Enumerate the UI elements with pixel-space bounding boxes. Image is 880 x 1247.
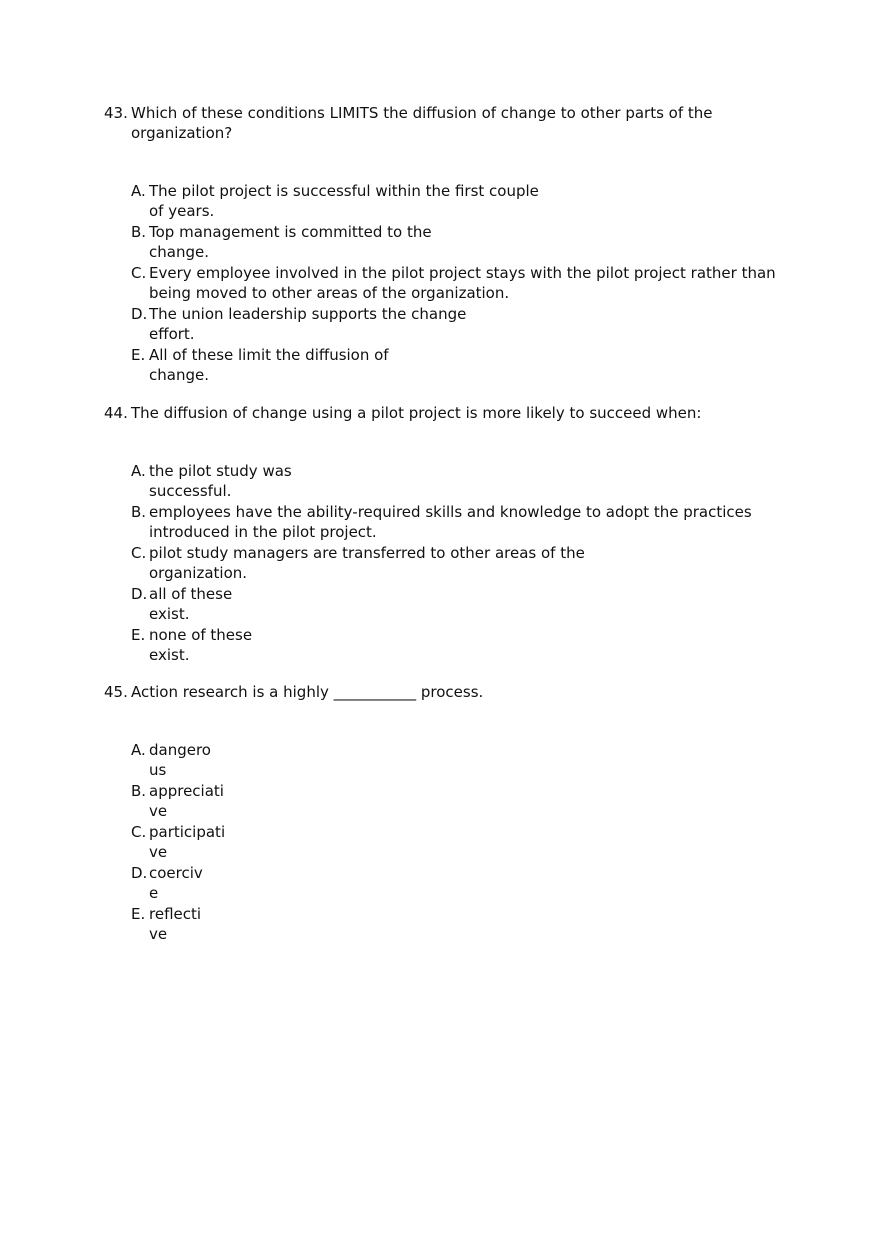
option-letter: A. [131, 741, 146, 759]
option-text: participative [149, 823, 226, 861]
option-letter: D. [131, 585, 148, 603]
option-text: appreciative [149, 782, 224, 820]
question-44 [104, 403, 794, 666]
option-e [131, 345, 794, 385]
option-text: the pilot study was successful. [149, 462, 292, 500]
option-list [131, 461, 794, 665]
option-c [131, 263, 794, 303]
option-text: all of these exist. [149, 585, 233, 623]
option-letter: E. [131, 346, 146, 364]
option-letter: E. [131, 626, 146, 644]
question-stem [104, 682, 794, 702]
option-letter: A. [131, 182, 146, 200]
option-letter: C. [131, 823, 147, 841]
option-list [131, 740, 794, 944]
option-letter: E. [131, 905, 146, 923]
option-text: reflective [149, 905, 202, 943]
option-letter: B. [131, 223, 147, 241]
option-text: dangerous [149, 741, 211, 779]
option-letter: C. [131, 264, 147, 282]
option-d [131, 584, 794, 624]
option-a [131, 461, 794, 501]
question-number: 43. [104, 104, 128, 122]
option-b [131, 502, 794, 542]
option-text: All of these limit the diffusion of change. [149, 346, 389, 384]
option-list [131, 181, 794, 385]
option-letter: A. [131, 462, 146, 480]
option-text: Every employee involved in the pilot project stays with the pilot project rather than being moved to other areas of the organization. [149, 264, 776, 302]
option-text: pilot study managers are transferred to other areas of the organization. [149, 544, 585, 582]
question-43 [104, 103, 794, 386]
option-letter: D. [131, 864, 148, 882]
question-number: 45. [104, 683, 128, 701]
option-a [131, 181, 794, 221]
question-stem [104, 103, 794, 143]
option-text: Top management is committed to the change. [149, 223, 432, 261]
option-letter: B. [131, 782, 147, 800]
option-b [131, 781, 794, 821]
question-text: Action research is a highly ___________ process. [131, 683, 484, 701]
option-letter: D. [131, 305, 148, 323]
option-text: The union leadership supports the change effort. [149, 305, 467, 343]
question-text: Which of these conditions LIMITS the diffusion of change to other parts of the organization? [131, 104, 713, 142]
question-text: The diffusion of change using a pilot project is more likely to succeed when: [131, 404, 702, 422]
option-text: coercive [149, 864, 203, 902]
question-stem [104, 403, 794, 423]
option-letter: C. [131, 544, 147, 562]
question-number: 44. [104, 404, 128, 422]
option-text: The pilot project is successful within the first couple of years. [149, 182, 539, 220]
option-letter: B. [131, 503, 147, 521]
option-text: employees have the ability-required skills and knowledge to adopt the practices introduced in the pilot project. [149, 503, 752, 541]
option-c [131, 543, 794, 583]
option-c [131, 822, 794, 862]
option-a [131, 740, 794, 780]
option-d [131, 304, 794, 344]
option-b [131, 222, 794, 262]
option-text: none of these exist. [149, 626, 253, 664]
question-45 [104, 682, 794, 945]
option-e [131, 904, 794, 944]
option-e [131, 625, 794, 665]
option-d [131, 863, 794, 903]
